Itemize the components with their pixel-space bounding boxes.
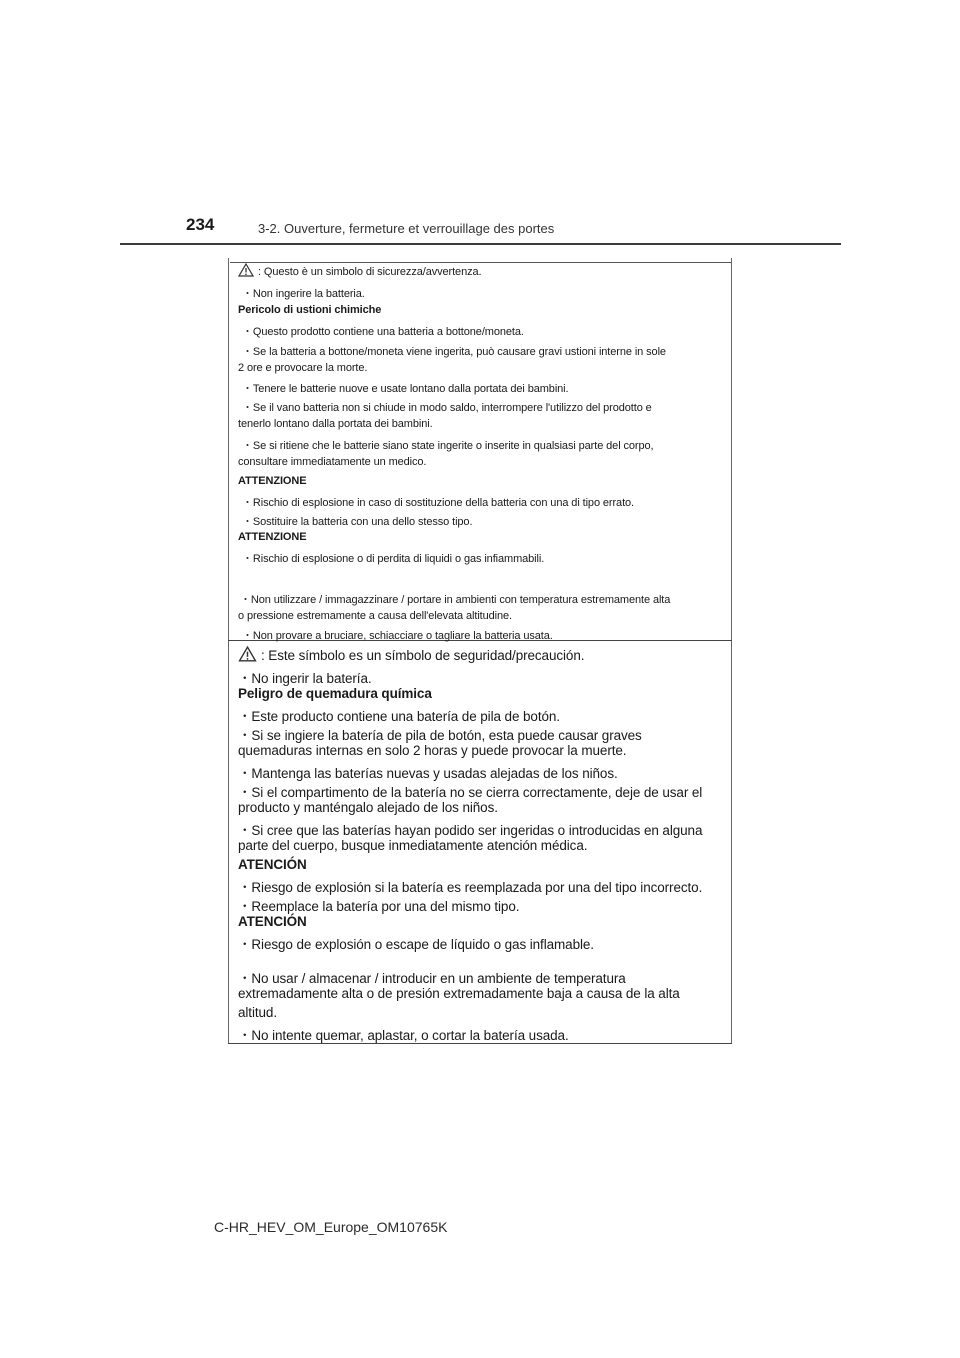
warning-line: ・Sostituire la batteria con una dello stesso tipo. (242, 516, 473, 528)
page-number: 234 (186, 215, 215, 234)
warning-line: ・Si el compartimento de la batería no se cierra correctamente, deje de usar el (238, 785, 703, 800)
label-edge (731, 258, 732, 641)
warning-heading: Pericolo di ustioni chimiche (238, 304, 382, 316)
warning-line: producto y manténgalo alejado de los niños. (238, 800, 498, 815)
warning-line: ・No ingerir la batería. (238, 671, 372, 686)
warning-line: ・Rischio di esplosione o di perdita di liquidi o gas infiammabili. (242, 553, 545, 565)
warning-line: ・Se la batteria a bottone/moneta viene ingerita, può causare gravi ustioni interne in sole (242, 346, 666, 358)
battery-warning-label-scan (228, 258, 732, 1044)
label-edge (228, 641, 229, 1044)
spanish-warning-block (228, 641, 732, 1044)
section-title: 3-2. Ouverture, fermeture et verrouillage des portes (258, 221, 555, 236)
warning-line: ・Si cree que las baterías hayan podido ser ingeridas o introducidas en alguna (238, 823, 703, 838)
document-id: C-HR_HEV_OM_Europe_OM10765K (214, 1219, 448, 1235)
warning-line: ・Non utilizzare / immagazzinare / portare in ambienti con temperatura estremamente alta (240, 594, 671, 606)
warning-line: quemaduras internas en solo 2 horas y puede provocar la muerte. (238, 743, 627, 758)
warning-line: altitud. (238, 1005, 277, 1020)
warning-line: ・Mantenga las baterías nuevas y usadas alejadas de los niños. (238, 766, 618, 781)
warning-line: extremadamente alta o de presión extremadamente baja a causa de la alta (238, 986, 680, 1001)
warning-line: ・Si se ingiere la batería de pila de botón, esta puede causar graves (238, 728, 642, 743)
header-divider (120, 243, 841, 245)
italian-warning-block (228, 258, 732, 641)
warning-line: tenerlo lontano dalla portata dei bambini. (238, 418, 433, 430)
warning-line: ・Rischio di esplosione in caso di sostituzione della batteria con una di tipo errato. (242, 497, 635, 509)
warning-line: consultare immediatamente un medico. (238, 456, 427, 468)
warning-line: ・Reemplace la batería por una del mismo tipo. (238, 899, 520, 914)
symbol-description: : Questo è un simbolo di sicurezza/avvertenza. (258, 266, 482, 278)
warning-heading: ATENCIÓN (238, 914, 307, 929)
warning-line: ・Se il vano batteria non si chiude in modo saldo, interrompere l'utilizzo del prodotto e (242, 402, 652, 414)
warning-line: ・Riesgo de explosión o escape de líquido o gas inflamable. (238, 937, 594, 952)
warning-line: ・No intente quemar, aplastar, o cortar la batería usada. (238, 1028, 569, 1043)
warning-line: parte del cuerpo, busque inmediatamente atención médica. (238, 838, 588, 853)
warning-line: ・Tenere le batterie nuove e usate lontano dalla portata dei bambini. (242, 383, 569, 395)
warning-triangle-icon (238, 646, 257, 662)
warning-line: ・No usar / almacenar / introducir en un ambiente de temperatura (238, 971, 626, 986)
symbol-description: : Este símbolo es un símbolo de seguridad/precaución. (261, 648, 585, 663)
warning-line: ・Questo prodotto contiene una batteria a bottone/moneta. (242, 326, 524, 338)
warning-line: 2 ore e provocare la morte. (238, 362, 368, 374)
safety-symbol-line (238, 646, 584, 663)
warning-line: ・Este producto contiene una batería de pila de botón. (238, 709, 560, 724)
warning-line: o pressione estremamente a causa dell'elevata altitudine. (238, 610, 513, 622)
warning-line: ・Riesgo de explosión si la batería es reemplazada por una del tipo incorrecto. (238, 880, 703, 895)
warning-line: ・Non ingerire la batteria. (242, 288, 365, 300)
label-edge (731, 641, 732, 1044)
warning-line: ・Non provare a bruciare, schiacciare o tagliare la batteria usata. (242, 630, 553, 642)
warning-heading: Peligro de quemadura química (238, 686, 432, 701)
safety-symbol-line (238, 263, 481, 278)
warning-heading: ATTENZIONE (238, 475, 307, 487)
label-edge (228, 258, 229, 641)
warning-triangle-icon (238, 263, 254, 277)
warning-heading: ATTENZIONE (238, 531, 307, 543)
warning-line: ・Se si ritiene che le batterie siano state ingerite o inserite in qualsiasi parte del corpo, (242, 440, 654, 452)
warning-heading: ATENCIÓN (238, 857, 307, 872)
